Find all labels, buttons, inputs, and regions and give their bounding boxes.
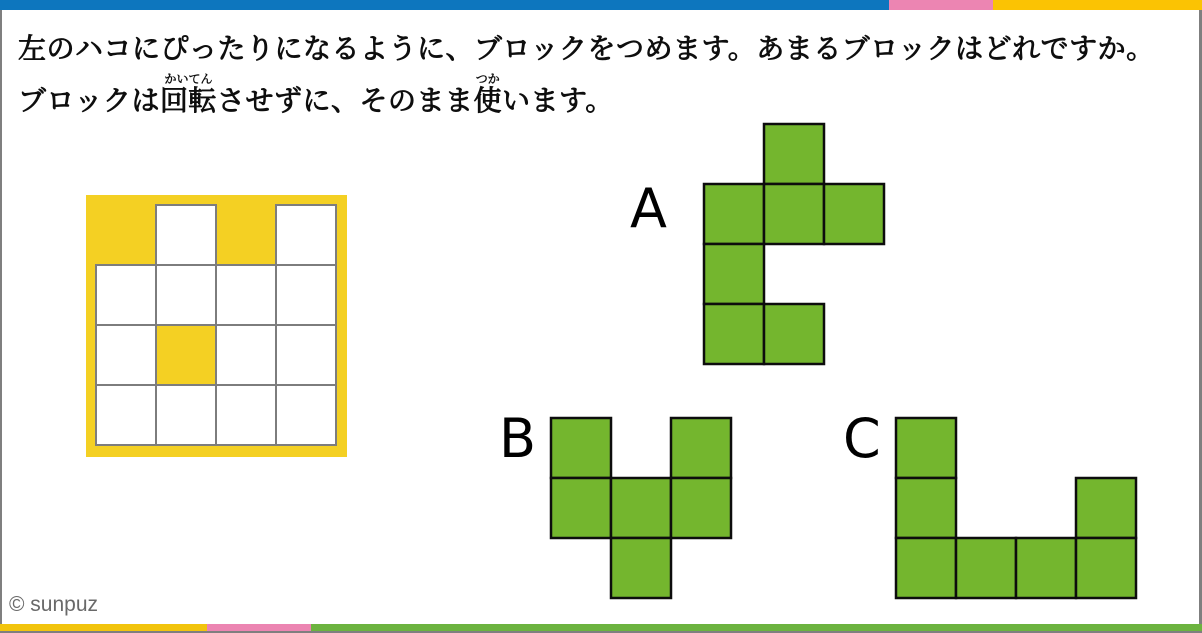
ruby-kaiten-furigana: かいてん xyxy=(159,72,217,86)
bottom-stripe-green xyxy=(311,624,1202,631)
top-stripe-yellow xyxy=(993,0,1202,10)
copyright-text: © sunpuz xyxy=(9,593,99,616)
line2-suffix: います。 xyxy=(502,85,614,116)
line2-mid: させずに、そのまま xyxy=(216,85,474,116)
ruby-kaiten xyxy=(159,72,217,116)
box-cell-yellow xyxy=(156,325,216,385)
ruby-tsuka-furigana: つか xyxy=(473,72,502,86)
block-b-cell xyxy=(551,418,611,478)
box-cell-white xyxy=(276,325,336,385)
bottom-stripe-yellow xyxy=(0,624,207,631)
block-b-cell xyxy=(611,478,671,538)
box-cell-white xyxy=(156,385,216,445)
box-cell-white xyxy=(216,385,276,445)
block-c-label: C xyxy=(843,407,881,470)
line2-prefix: ブロックは xyxy=(18,85,160,116)
block-a-cell xyxy=(764,124,824,184)
block-c-cell xyxy=(956,538,1016,598)
top-stripe-blue xyxy=(0,0,889,10)
block-a-cell xyxy=(764,304,824,364)
block-a-shape xyxy=(704,124,884,364)
block-c-cell xyxy=(1016,538,1076,598)
block-b-shape xyxy=(551,418,731,598)
block-b-cell xyxy=(551,478,611,538)
bottom-stripe-pink xyxy=(207,624,311,631)
box-cell-white xyxy=(276,265,336,325)
block-c-cell xyxy=(896,478,956,538)
block-c-cell xyxy=(1076,538,1136,598)
box-cell-white xyxy=(216,265,276,325)
box-grid xyxy=(96,205,336,445)
box-cell-white xyxy=(96,385,156,445)
block-b-cell xyxy=(671,418,731,478)
box-cell-white xyxy=(156,265,216,325)
block-c-cell xyxy=(896,538,956,598)
block-b-cell xyxy=(611,538,671,598)
top-stripe-pink xyxy=(889,0,993,10)
ruby-kaiten-base: 回転 xyxy=(159,85,217,116)
box-cell-white xyxy=(96,265,156,325)
ruby-tsuka-base: 使 xyxy=(473,85,502,116)
box-cell-white xyxy=(276,205,336,265)
block-c-cell xyxy=(896,418,956,478)
block-a-cell xyxy=(764,184,824,244)
block-a-label: A xyxy=(630,177,667,240)
ruby-tsuka xyxy=(473,72,502,116)
block-a-cell xyxy=(704,304,764,364)
block-c-cell xyxy=(1076,478,1136,538)
instructions-line1: 左のハコにぴったりになるように、ブロックをつめます。あまるブロックはどれですか。 xyxy=(18,33,1155,64)
box-cell-white xyxy=(216,325,276,385)
block-a-cell xyxy=(704,184,764,244)
block-c-shape xyxy=(896,418,1136,598)
box-cell-white xyxy=(96,325,156,385)
instructions xyxy=(18,26,1155,118)
box-cell-white xyxy=(276,385,336,445)
box-cell-white xyxy=(156,205,216,265)
block-a-cell xyxy=(824,184,884,244)
block-b-label: B xyxy=(499,407,537,470)
instructions-line2 xyxy=(18,72,1155,118)
block-a-cell xyxy=(704,244,764,304)
block-b-cell xyxy=(671,478,731,538)
frame-left-edge xyxy=(0,10,2,633)
